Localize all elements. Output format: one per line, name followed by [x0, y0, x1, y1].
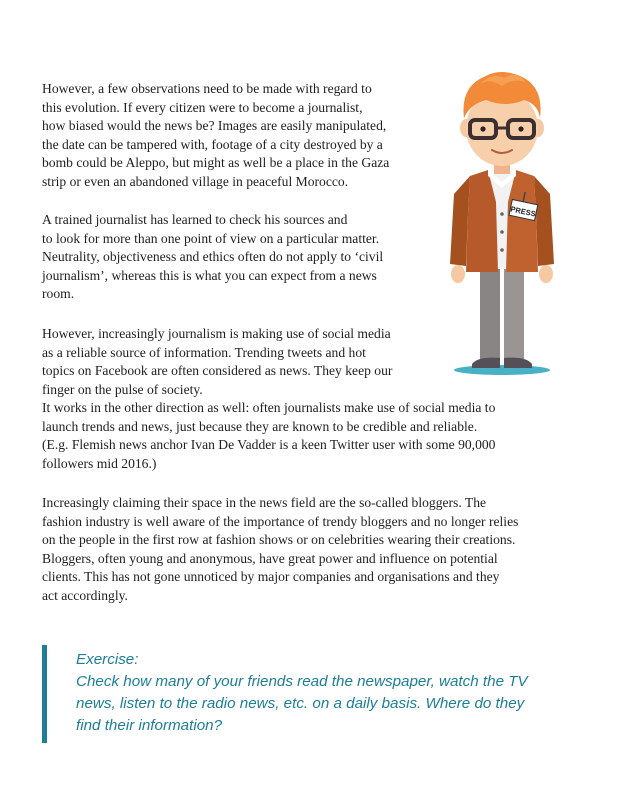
text-line: followers mid 2016.)	[42, 455, 157, 471]
exercise-line: news, listen to the radio news, etc. on a daily basis. Where do they	[76, 695, 525, 712]
text-line: fashion industry is well aware of the importance of trendy bloggers and no longer relies	[42, 513, 519, 529]
text-line: room.	[42, 286, 75, 301]
body-paragraph-1	[42, 80, 389, 191]
exercise-accent-bar	[42, 645, 47, 743]
exercise-text	[76, 649, 528, 737]
text-line: bomb could be Aleppo, but might as well be a place in the Gaza	[42, 155, 390, 170]
text-line: finger on the pulse of society.	[42, 381, 203, 397]
text-line: However, a few observations need to be made with regard to	[42, 81, 372, 96]
body-paragraph-3	[42, 325, 495, 473]
exercise-line: Check how many of your friends read the newspaper, watch the TV	[76, 673, 528, 690]
journalist-illustration	[440, 64, 564, 376]
text-line: on the people in the first row at fashion shows or on celebrities wearing their creations.	[42, 532, 516, 547]
text-line: It works in the other direction as well: often journalists make use of social media to	[42, 400, 496, 415]
text-line: Neutrality, objectiveness and ethics often do not apply to ‘civil	[42, 249, 384, 264]
text-line: this evolution. If every citizen were to become a journalist,	[42, 99, 363, 115]
text-line: journalism’, whereas this is what you can expect from a news	[42, 267, 377, 283]
exercise-title: Exercise:	[76, 651, 139, 668]
text-line: topics on Facebook are often considered as news. They keep our	[42, 363, 393, 378]
press-badge-text: PRESS	[509, 204, 537, 219]
body-paragraph-4	[42, 494, 518, 605]
text-line: A trained journalist has learned to check his sources and	[42, 212, 348, 227]
text-line: launch trends and news, just because they are known to be credible and reliable.	[42, 418, 478, 434]
text-line: as a reliable source of information. Trending tweets and hot	[42, 344, 366, 360]
text-line: Increasingly claiming their space in the news field are the so-called bloggers. The	[42, 495, 487, 510]
text-line: strip or even an abandoned village in peaceful Morocco.	[42, 173, 349, 189]
text-line: to look for more than one point of view on a particular matter.	[42, 230, 380, 246]
journalist-icon	[440, 64, 564, 376]
text-line: (E.g. Flemish news anchor Ivan De Vadder is a keen Twitter user with some 90,000	[42, 437, 496, 452]
text-line: However, increasingly journalism is making use of social media	[42, 326, 391, 341]
exercise-callout	[42, 643, 562, 743]
text-line: Bloggers, often young and anonymous, have great power and influence on potential	[42, 550, 498, 566]
exercise-line: find their information?	[76, 717, 223, 734]
text-line: clients. This has not gone unnoticed by major companies and organisations and they	[42, 569, 500, 584]
text-line: how biased would the news be? Images are easily manipulated,	[42, 118, 387, 133]
text-line: the date can be tampered with, footage of a city destroyed by a	[42, 136, 383, 152]
body-paragraph-2	[42, 211, 383, 304]
text-line: act accordingly.	[42, 587, 128, 603]
